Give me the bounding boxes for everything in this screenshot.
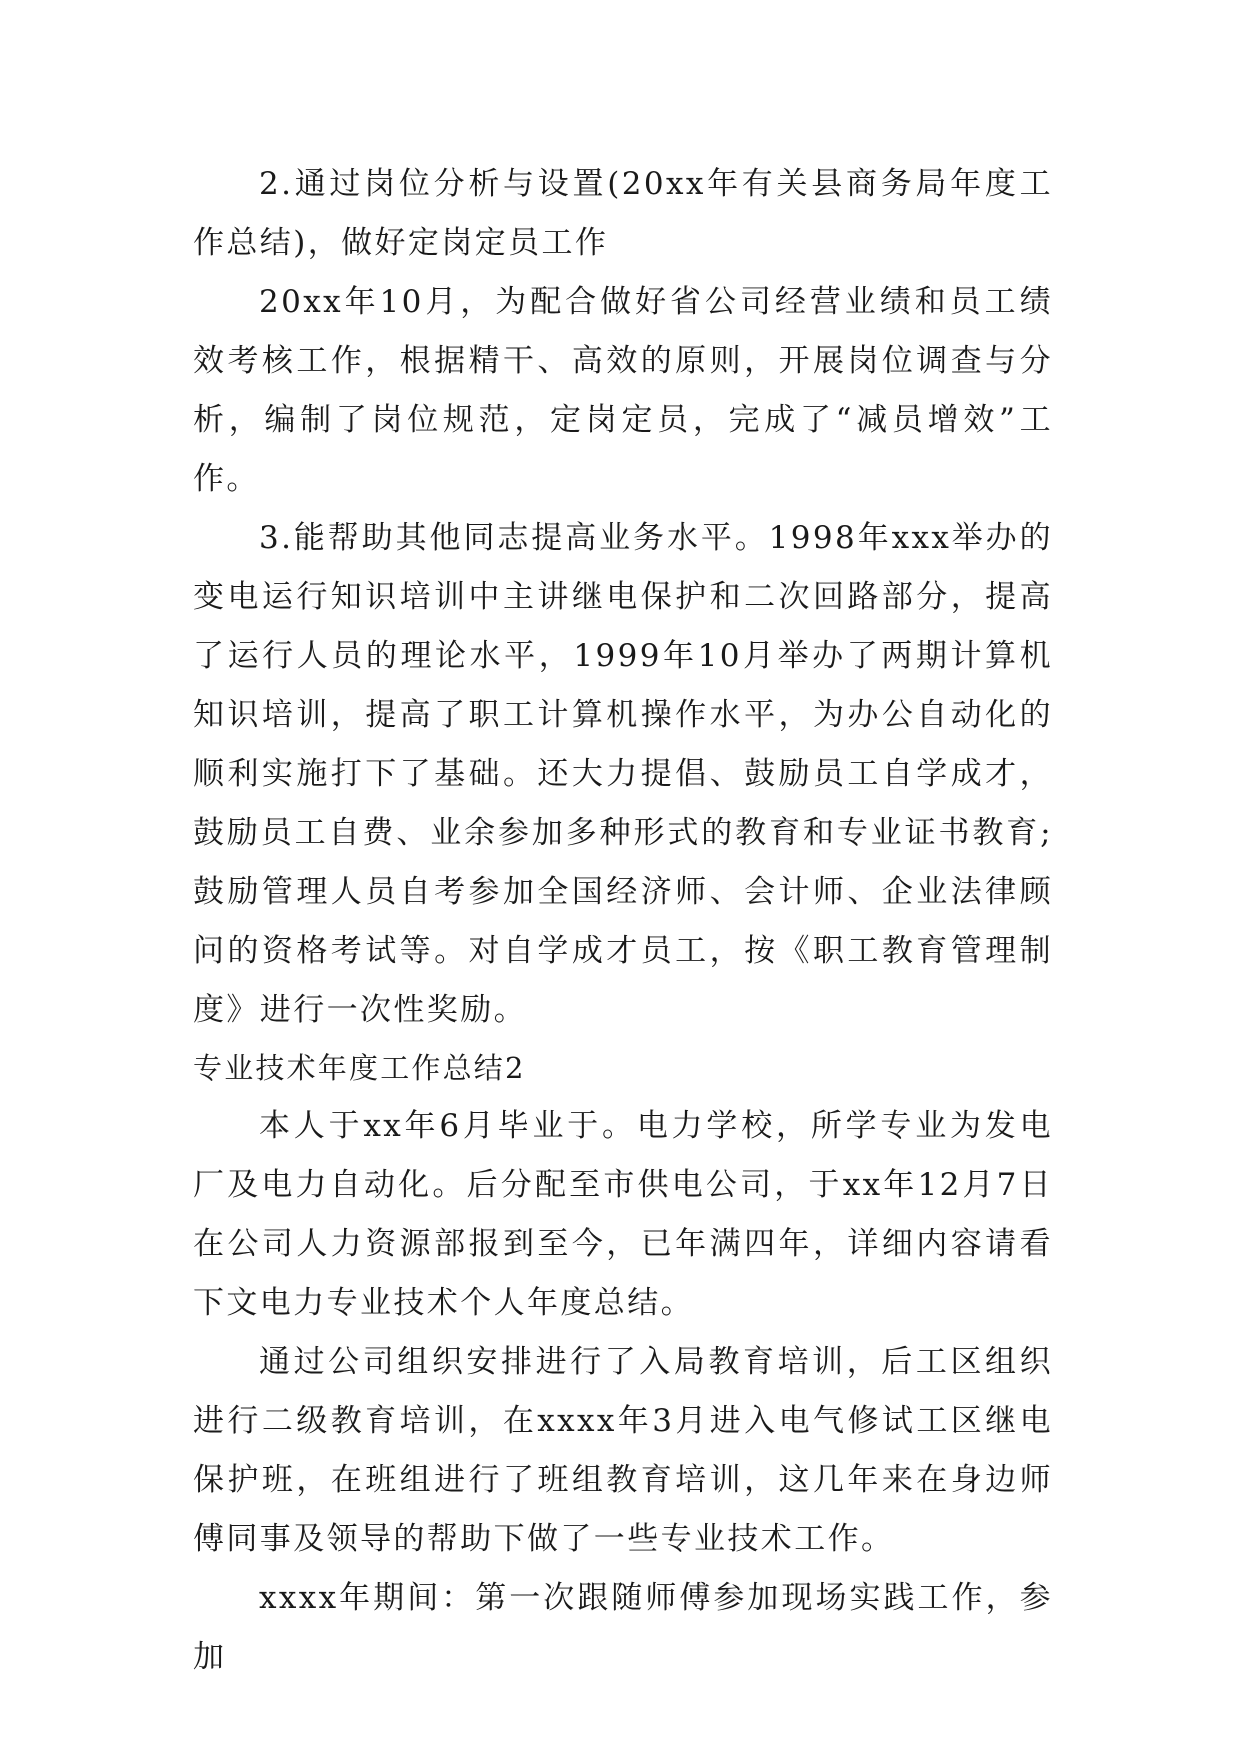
- paragraph-intro: 本人于xx年6月毕业于。电力学校，所学专业为发电厂及电力自动化。后分配至市供电公司，于xx年12月7日在公司人力资源部报到至今，已年满四年，详细内容请看下文电力专业技术个人年度总结。: [193, 1108, 1053, 1321]
- section-heading: 专业技术年度工作总结2: [193, 1051, 526, 1085]
- paragraph-post-analysis: 2.通过岗位分析与设置(20xx年有关县商务局年度工作总结)，做好定岗定员工作: [193, 166, 1053, 261]
- paragraph-practice: xxxx年期间：第一次跟随师傅参加现场实践工作，参加: [193, 1580, 1053, 1675]
- paragraph-education: 通过公司组织安排进行了入局教育培训，后工区组织进行二级教育培训，在xxxx年3月进入电气修试工区继电保护班，在班组进行了班组教育培训，这几年来在身边师傅同事及领导的帮助下做了一些专业技术工作。: [193, 1344, 1053, 1557]
- paragraph-post-staffing: 20xx年10月，为配合做好省公司经营业绩和员工绩效考核工作，根据精干、高效的原则，开展岗位调查与分析，编制了岗位规范，定岗定员，完成了“减员增效”工作。: [193, 284, 1053, 497]
- document-page: [193, 155, 1053, 1687]
- paragraph-training: 3.能帮助其他同志提高业务水平。1998年xxx举办的变电运行知识培训中主讲继电保护和二次回路部分，提高了运行人员的理论水平，1999年10月举办了两期计算机知识培训，提高了职工计算机操作水平，为办公自动化的顺利实施打下了基础。还大力提倡、鼓励员工自学成才，鼓励员工自费、业余参加多种形式的教育和专业证书教育;鼓励管理人员自考参加全国经济师、会计师、企业法律顾问的资格考试等。对自学成才员工，按《职工教育管理制度》进行一次性奖励。: [193, 520, 1053, 1028]
